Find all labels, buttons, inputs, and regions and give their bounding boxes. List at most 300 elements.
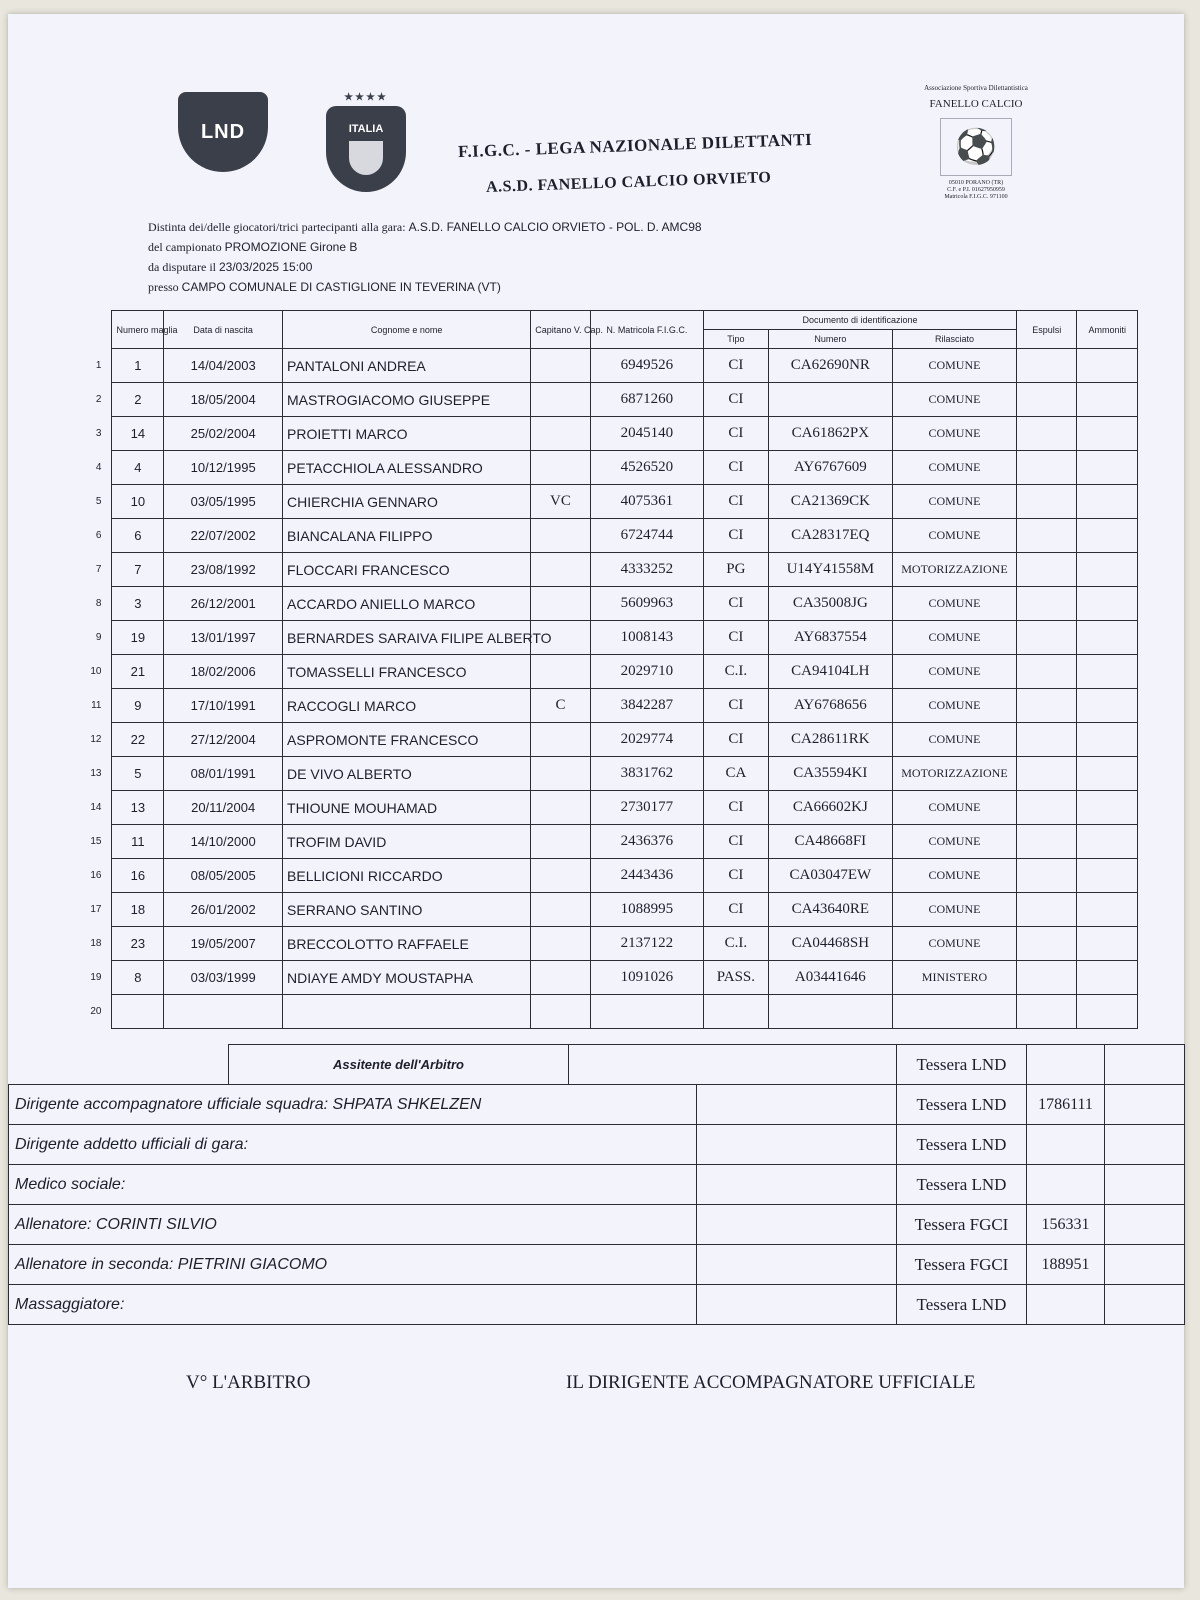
cell-capitano: [531, 791, 590, 825]
cell-tipo: CI: [704, 791, 769, 825]
cell-nome: FLOCCARI FRANCESCO: [283, 553, 531, 587]
col-capitano: Capitano V. Cap.: [531, 311, 590, 349]
cell-numero: [768, 383, 892, 417]
cell-tipo: CI: [704, 689, 769, 723]
cell-nome: MASTROGIACOMO GIUSEPPE: [283, 383, 531, 417]
staff-extra: [1105, 1205, 1185, 1245]
cell-nascita: 26/01/2002: [164, 893, 283, 927]
table-row: [58, 995, 1138, 1029]
cell-espulsi: [1017, 417, 1077, 451]
cell-maglia: 13: [112, 791, 164, 825]
football-crest-icon: ⚽: [940, 118, 1012, 176]
cell-capitano: [531, 349, 590, 383]
staff-tessera: Tessera FGCI: [897, 1205, 1027, 1245]
cell-matricola: 1008143: [590, 621, 703, 655]
cell-rilasciato: COMUNE: [892, 927, 1016, 961]
cell-matricola: 1091026: [590, 961, 703, 995]
col-tipo: Tipo: [704, 330, 769, 349]
col-ammoniti: Ammoniti: [1077, 311, 1138, 349]
cell-capitano: VC: [531, 485, 590, 519]
cell-tipo: CI: [704, 621, 769, 655]
cell-rilasciato: [892, 995, 1016, 1029]
rownum-header: [58, 311, 112, 349]
cell-capitano: [531, 587, 590, 621]
cell-numero: CA48668FI: [768, 825, 892, 859]
club-matricola: Matricola F.I.G.C. 971100: [944, 194, 1008, 200]
staff-blank: [697, 1205, 897, 1245]
campionato-line: [148, 240, 357, 255]
cell-nome: [283, 995, 531, 1029]
cell-espulsi: [1017, 961, 1077, 995]
players-body: [58, 349, 1138, 1029]
cell-maglia: 7: [112, 553, 164, 587]
cell-matricola: 6871260: [590, 383, 703, 417]
cell-capitano: [531, 553, 590, 587]
cell-matricola: [590, 995, 703, 1029]
cell-tipo: CI: [704, 451, 769, 485]
table-row: [58, 519, 1138, 553]
cell-capitano: [531, 893, 590, 927]
staff-tessera: Tessera FGCI: [897, 1245, 1027, 1285]
staff-label: Massaggiatore:: [9, 1285, 697, 1325]
cell-nome: TOMASSELLI FRANCESCO: [283, 655, 531, 689]
cell-matricola: 6949526: [590, 349, 703, 383]
row-number: 1: [95, 360, 102, 371]
cell-maglia: 14: [112, 417, 164, 451]
cell-nascita: 13/01/1997: [164, 621, 283, 655]
cell-tipo: CI: [704, 587, 769, 621]
cell-tipo: PG: [704, 553, 769, 587]
table-row: [58, 383, 1138, 417]
cell-nome: BERNARDES SARAIVA FILIPE ALBERTO: [283, 621, 531, 655]
cell-tipo: CI: [704, 825, 769, 859]
cell-ammoniti: [1077, 349, 1138, 383]
cell-capitano: [531, 451, 590, 485]
table-row: [58, 893, 1138, 927]
cell-tipo: CI: [704, 485, 769, 519]
staff-label: Allenatore in seconda: PIETRINI GIACOMO: [9, 1245, 697, 1285]
cell-tipo: C.I.: [704, 927, 769, 961]
cell-espulsi: [1017, 689, 1077, 723]
cell-capitano: [531, 825, 590, 859]
staff-number: [1027, 1285, 1105, 1325]
table-row: [58, 349, 1138, 383]
cell-nascita: 22/07/2002: [164, 519, 283, 553]
staff-row: [9, 1125, 1185, 1165]
cell-ammoniti: [1077, 485, 1138, 519]
cell-espulsi: [1017, 553, 1077, 587]
players-table: [58, 310, 1138, 1029]
cell-rilasciato: COMUNE: [892, 859, 1016, 893]
cell-maglia: 16: [112, 859, 164, 893]
cell-capitano: [531, 995, 590, 1029]
cell-rilasciato: COMUNE: [892, 383, 1016, 417]
staff-row: [9, 1285, 1185, 1325]
table-row: [58, 655, 1138, 689]
cell-rilasciato: COMUNE: [892, 689, 1016, 723]
staff-extra: [1105, 1125, 1185, 1165]
cell-nascita: 20/11/2004: [164, 791, 283, 825]
staff-row: [9, 1205, 1185, 1245]
cell-numero: CA61862PX: [768, 417, 892, 451]
cell-espulsi: [1017, 451, 1077, 485]
cell-rilasciato: COMUNE: [892, 621, 1016, 655]
cell-ammoniti: [1077, 553, 1138, 587]
col-maglia: Numero maglia: [112, 311, 164, 349]
club-association: Associazione Sportiva Dilettantistica: [924, 84, 1028, 92]
table-row: [58, 451, 1138, 485]
staff-tessera: Tessera LND: [897, 1285, 1027, 1325]
cell-matricola: 2029710: [590, 655, 703, 689]
cell-ammoniti: [1077, 995, 1138, 1029]
cell-ammoniti: [1077, 689, 1138, 723]
cell-numero: CA94104LH: [768, 655, 892, 689]
table-row: [58, 961, 1138, 995]
document-sheet: [8, 14, 1184, 1588]
staff-number: [1027, 1125, 1105, 1165]
cell-capitano: [531, 519, 590, 553]
col-documento: Documento di identificazione: [704, 311, 1017, 330]
staff-row: [9, 1085, 1185, 1125]
row-number: 2: [95, 394, 102, 405]
cell-rilasciato: COMUNE: [892, 485, 1016, 519]
cell-nascita: 10/12/1995: [164, 451, 283, 485]
staff-tessera: Tessera LND: [897, 1165, 1027, 1205]
cell-capitano: [531, 417, 590, 451]
cell-tipo: [704, 995, 769, 1029]
staff-label: Dirigente addetto ufficiali di gara:: [9, 1125, 697, 1165]
table-row: [58, 757, 1138, 791]
cell-maglia: 5: [112, 757, 164, 791]
cell-rilasciato: COMUNE: [892, 349, 1016, 383]
cell-numero: [768, 995, 892, 1029]
cell-nascita: [164, 995, 283, 1029]
table-row: [58, 553, 1138, 587]
staff-extra: [1105, 1045, 1185, 1085]
staff-tessera: Tessera LND: [897, 1045, 1027, 1085]
cell-numero: U14Y41558M: [768, 553, 892, 587]
venue-label: presso: [148, 280, 179, 294]
cell-tipo: CI: [704, 349, 769, 383]
campionato-value: PROMOZIONE Girone B: [224, 240, 358, 254]
col-espulsi: Espulsi: [1017, 311, 1077, 349]
cell-rilasciato: COMUNE: [892, 451, 1016, 485]
row-number: 15: [90, 836, 102, 847]
cell-numero: CA21369CK: [768, 485, 892, 519]
cell-matricola: 1088995: [590, 893, 703, 927]
cell-tipo: C.I.: [704, 655, 769, 689]
date-value: 23/03/2025 15:00: [218, 260, 313, 274]
cell-nascita: 18/05/2004: [164, 383, 283, 417]
cell-ammoniti: [1077, 927, 1138, 961]
shield-icon: [349, 141, 383, 175]
staff-extra: [1105, 1165, 1185, 1205]
club-stamp: [906, 84, 1046, 201]
row-number: 11: [91, 700, 102, 711]
col-rilasciato: Rilasciato: [892, 330, 1016, 349]
cell-nascita: 18/02/2006: [164, 655, 283, 689]
cell-nascita: 19/05/2007: [164, 927, 283, 961]
cell-numero: CA62690NR: [768, 349, 892, 383]
staff-row: [9, 1045, 1185, 1085]
cell-capitano: [531, 383, 590, 417]
match-name: A.S.D. FANELLO CALCIO ORVIETO - POL. D. AMC98: [408, 220, 702, 234]
signature-dirigente: IL DIRIGENTE ACCOMPAGNATORE UFFICIALE: [566, 1372, 976, 1393]
cell-ammoniti: [1077, 621, 1138, 655]
cell-capitano: [531, 655, 590, 689]
cell-nome: PROIETTI MARCO: [283, 417, 531, 451]
cell-tipo: CI: [704, 519, 769, 553]
col-nome: Cognome e nome: [283, 311, 531, 349]
row-number: 19: [90, 972, 102, 983]
cell-maglia: 2: [112, 383, 164, 417]
cell-nome: NDIAYE AMDY MOUSTAPHA: [283, 961, 531, 995]
cell-maglia: 22: [112, 723, 164, 757]
cell-nascita: 25/02/2004: [164, 417, 283, 451]
staff-table: [8, 1044, 1185, 1325]
cell-ammoniti: [1077, 383, 1138, 417]
cell-ammoniti: [1077, 893, 1138, 927]
club-name: FANELLO CALCIO: [929, 98, 1023, 110]
date-label: da disputare il: [148, 260, 216, 274]
cell-nascita: 08/01/1991: [164, 757, 283, 791]
cell-numero: CA35008JG: [768, 587, 892, 621]
row-number: 20: [90, 1006, 102, 1017]
cell-maglia: [112, 995, 164, 1029]
staff-blank: [697, 1285, 897, 1325]
row-number: 16: [90, 870, 102, 881]
cell-nascita: 26/12/2001: [164, 587, 283, 621]
cell-matricola: 2029774: [590, 723, 703, 757]
club-cf: C.F. e P.I. 01627950959: [947, 187, 1005, 193]
staff-blank: [697, 1125, 897, 1165]
cell-espulsi: [1017, 791, 1077, 825]
signature-arbitro: V° L'ARBITRO: [186, 1372, 311, 1393]
cell-tipo: CI: [704, 383, 769, 417]
cell-espulsi: [1017, 723, 1077, 757]
table-row: [58, 927, 1138, 961]
row-number: 10: [90, 666, 102, 677]
cell-tipo: CA: [704, 757, 769, 791]
cell-nome: BIANCALANA FILIPPO: [283, 519, 531, 553]
cell-nome: THIOUNE MOUHAMAD: [283, 791, 531, 825]
cell-nome: PANTALONI ANDREA: [283, 349, 531, 383]
staff-blank: [697, 1245, 897, 1285]
cell-matricola: 2730177: [590, 791, 703, 825]
table-row: [58, 723, 1138, 757]
cell-numero: CA04468SH: [768, 927, 892, 961]
match-line: [148, 220, 702, 235]
row-number: 14: [90, 802, 102, 813]
staff-label: Dirigente accompagnatore ufficiale squadra: SHPATA SHKELZEN: [9, 1085, 697, 1125]
header-row: [58, 311, 1138, 330]
cell-ammoniti: [1077, 961, 1138, 995]
cell-rilasciato: COMUNE: [892, 417, 1016, 451]
cell-espulsi: [1017, 587, 1077, 621]
cell-maglia: 10: [112, 485, 164, 519]
cell-matricola: 2443436: [590, 859, 703, 893]
document-subtitle: A.S.D. FANELLO CALCIO ORVIETO: [485, 169, 772, 196]
lnd-logo-text: LND: [200, 120, 246, 143]
cell-matricola: 4075361: [590, 485, 703, 519]
cell-espulsi: [1017, 655, 1077, 689]
cell-maglia: 18: [112, 893, 164, 927]
staff-row: [9, 1245, 1185, 1285]
staff-extra: [1105, 1085, 1185, 1125]
cell-matricola: 4333252: [590, 553, 703, 587]
cell-capitano: [531, 961, 590, 995]
cell-numero: CA35594KI: [768, 757, 892, 791]
cell-matricola: 2436376: [590, 825, 703, 859]
cell-ammoniti: [1077, 757, 1138, 791]
row-number: 17: [90, 904, 102, 915]
cell-nascita: 03/03/1999: [164, 961, 283, 995]
staff-label: Allenatore: CORINTI SILVIO: [9, 1205, 697, 1245]
cell-nascita: 14/04/2003: [164, 349, 283, 383]
row-number: 3: [95, 428, 102, 439]
row-number: 12: [90, 734, 102, 745]
staff-number: 1786111: [1027, 1085, 1105, 1125]
cell-rilasciato: COMUNE: [892, 791, 1016, 825]
table-row: [58, 791, 1138, 825]
table-row: [58, 485, 1138, 519]
cell-nome: PETACCHIOLA ALESSANDRO: [283, 451, 531, 485]
cell-maglia: 23: [112, 927, 164, 961]
cell-rilasciato: COMUNE: [892, 893, 1016, 927]
table-row: [58, 587, 1138, 621]
cell-maglia: 19: [112, 621, 164, 655]
cell-rilasciato: COMUNE: [892, 825, 1016, 859]
campionato-label: del campionato: [148, 240, 222, 254]
cell-maglia: 21: [112, 655, 164, 689]
staff-number: [1027, 1045, 1105, 1085]
cell-nascita: 27/12/2004: [164, 723, 283, 757]
venue-line: [148, 280, 501, 295]
cell-rilasciato: COMUNE: [892, 519, 1016, 553]
table-row: [58, 689, 1138, 723]
cell-matricola: 6724744: [590, 519, 703, 553]
cell-numero: AY6837554: [768, 621, 892, 655]
cell-espulsi: [1017, 621, 1077, 655]
table-row: [58, 859, 1138, 893]
row-number: 4: [95, 462, 102, 473]
cell-tipo: CI: [704, 723, 769, 757]
document-title: F.I.G.C. - LEGA NAZIONALE DILETTANTI: [457, 129, 813, 162]
staff-number: 188951: [1027, 1245, 1105, 1285]
staff-number: 156331: [1027, 1205, 1105, 1245]
cell-espulsi: [1017, 349, 1077, 383]
cell-nome: RACCOGLI MARCO: [283, 689, 531, 723]
cell-nascita: 23/08/1992: [164, 553, 283, 587]
cell-ammoniti: [1077, 791, 1138, 825]
cell-rilasciato: COMUNE: [892, 587, 1016, 621]
row-number: 8: [95, 598, 102, 609]
cell-numero: AY6768656: [768, 689, 892, 723]
cell-numero: CA28317EQ: [768, 519, 892, 553]
cell-rilasciato: COMUNE: [892, 655, 1016, 689]
cell-capitano: [531, 757, 590, 791]
cell-capitano: [531, 723, 590, 757]
staff-number: [1027, 1165, 1105, 1205]
row-number: 18: [90, 938, 102, 949]
club-address: 05010 PORANO (TR): [948, 180, 1004, 186]
cell-espulsi: [1017, 825, 1077, 859]
cell-nome: CHIERCHIA GENNARO: [283, 485, 531, 519]
distinta-label: Distinta dei/delle giocatori/trici partecipanti alla gara:: [148, 220, 406, 234]
cell-numero: CA66602KJ: [768, 791, 892, 825]
cell-tipo: CI: [704, 893, 769, 927]
cell-maglia: 8: [112, 961, 164, 995]
cell-maglia: 6: [112, 519, 164, 553]
staff-extra: [1105, 1245, 1185, 1285]
staff-extra: [1105, 1285, 1185, 1325]
cell-ammoniti: [1077, 451, 1138, 485]
cell-nome: TROFIM DAVID: [283, 825, 531, 859]
cell-maglia: 9: [112, 689, 164, 723]
cell-ammoniti: [1077, 587, 1138, 621]
cell-nome: ACCARDO ANIELLO MARCO: [283, 587, 531, 621]
cell-maglia: 4: [112, 451, 164, 485]
cell-ammoniti: [1077, 825, 1138, 859]
cell-numero: AY6767609: [768, 451, 892, 485]
cell-espulsi: [1017, 927, 1077, 961]
table-row: [58, 621, 1138, 655]
row-number: 7: [95, 564, 102, 575]
staff-blank: [569, 1045, 897, 1085]
cell-ammoniti: [1077, 723, 1138, 757]
cell-rilasciato: COMUNE: [892, 723, 1016, 757]
staff-row: [9, 1165, 1185, 1205]
cell-espulsi: [1017, 383, 1077, 417]
cell-tipo: CI: [704, 417, 769, 451]
cell-espulsi: [1017, 757, 1077, 791]
cell-numero: A03441646: [768, 961, 892, 995]
cell-nascita: 08/05/2005: [164, 859, 283, 893]
staff-label: Assitente dell'Arbitro: [229, 1045, 569, 1085]
cell-numero: CA28611RK: [768, 723, 892, 757]
col-numero: Numero: [768, 330, 892, 349]
italia-logo-text: ITALIA: [348, 123, 384, 135]
cell-tipo: PASS.: [704, 961, 769, 995]
cell-nome: DE VIVO ALBERTO: [283, 757, 531, 791]
table-row: [58, 417, 1138, 451]
cell-matricola: 3831762: [590, 757, 703, 791]
row-number: 6: [95, 530, 102, 541]
table-row: [58, 825, 1138, 859]
row-number: 13: [90, 768, 102, 779]
cell-nascita: 03/05/1995: [164, 485, 283, 519]
cell-rilasciato: MINISTERO: [892, 961, 1016, 995]
cell-numero: CA03047EW: [768, 859, 892, 893]
cell-ammoniti: [1077, 519, 1138, 553]
cell-capitano: [531, 859, 590, 893]
cell-numero: CA43640RE: [768, 893, 892, 927]
cell-nome: SERRANO SANTINO: [283, 893, 531, 927]
cell-tipo: CI: [704, 859, 769, 893]
cell-espulsi: [1017, 485, 1077, 519]
cell-matricola: 3842287: [590, 689, 703, 723]
cell-nome: BELLICIONI RICCARDO: [283, 859, 531, 893]
cell-espulsi: [1017, 519, 1077, 553]
cell-matricola: 2045140: [590, 417, 703, 451]
venue-value: CAMPO COMUNALE DI CASTIGLIONE IN TEVERINA (VT): [181, 280, 501, 294]
cell-nome: BRECCOLOTTO RAFFAELE: [283, 927, 531, 961]
cell-espulsi: [1017, 859, 1077, 893]
staff-blank: [697, 1165, 897, 1205]
cell-capitano: [531, 927, 590, 961]
cell-rilasciato: MOTORIZZAZIONE: [892, 553, 1016, 587]
staff-tessera: Tessera LND: [897, 1085, 1027, 1125]
